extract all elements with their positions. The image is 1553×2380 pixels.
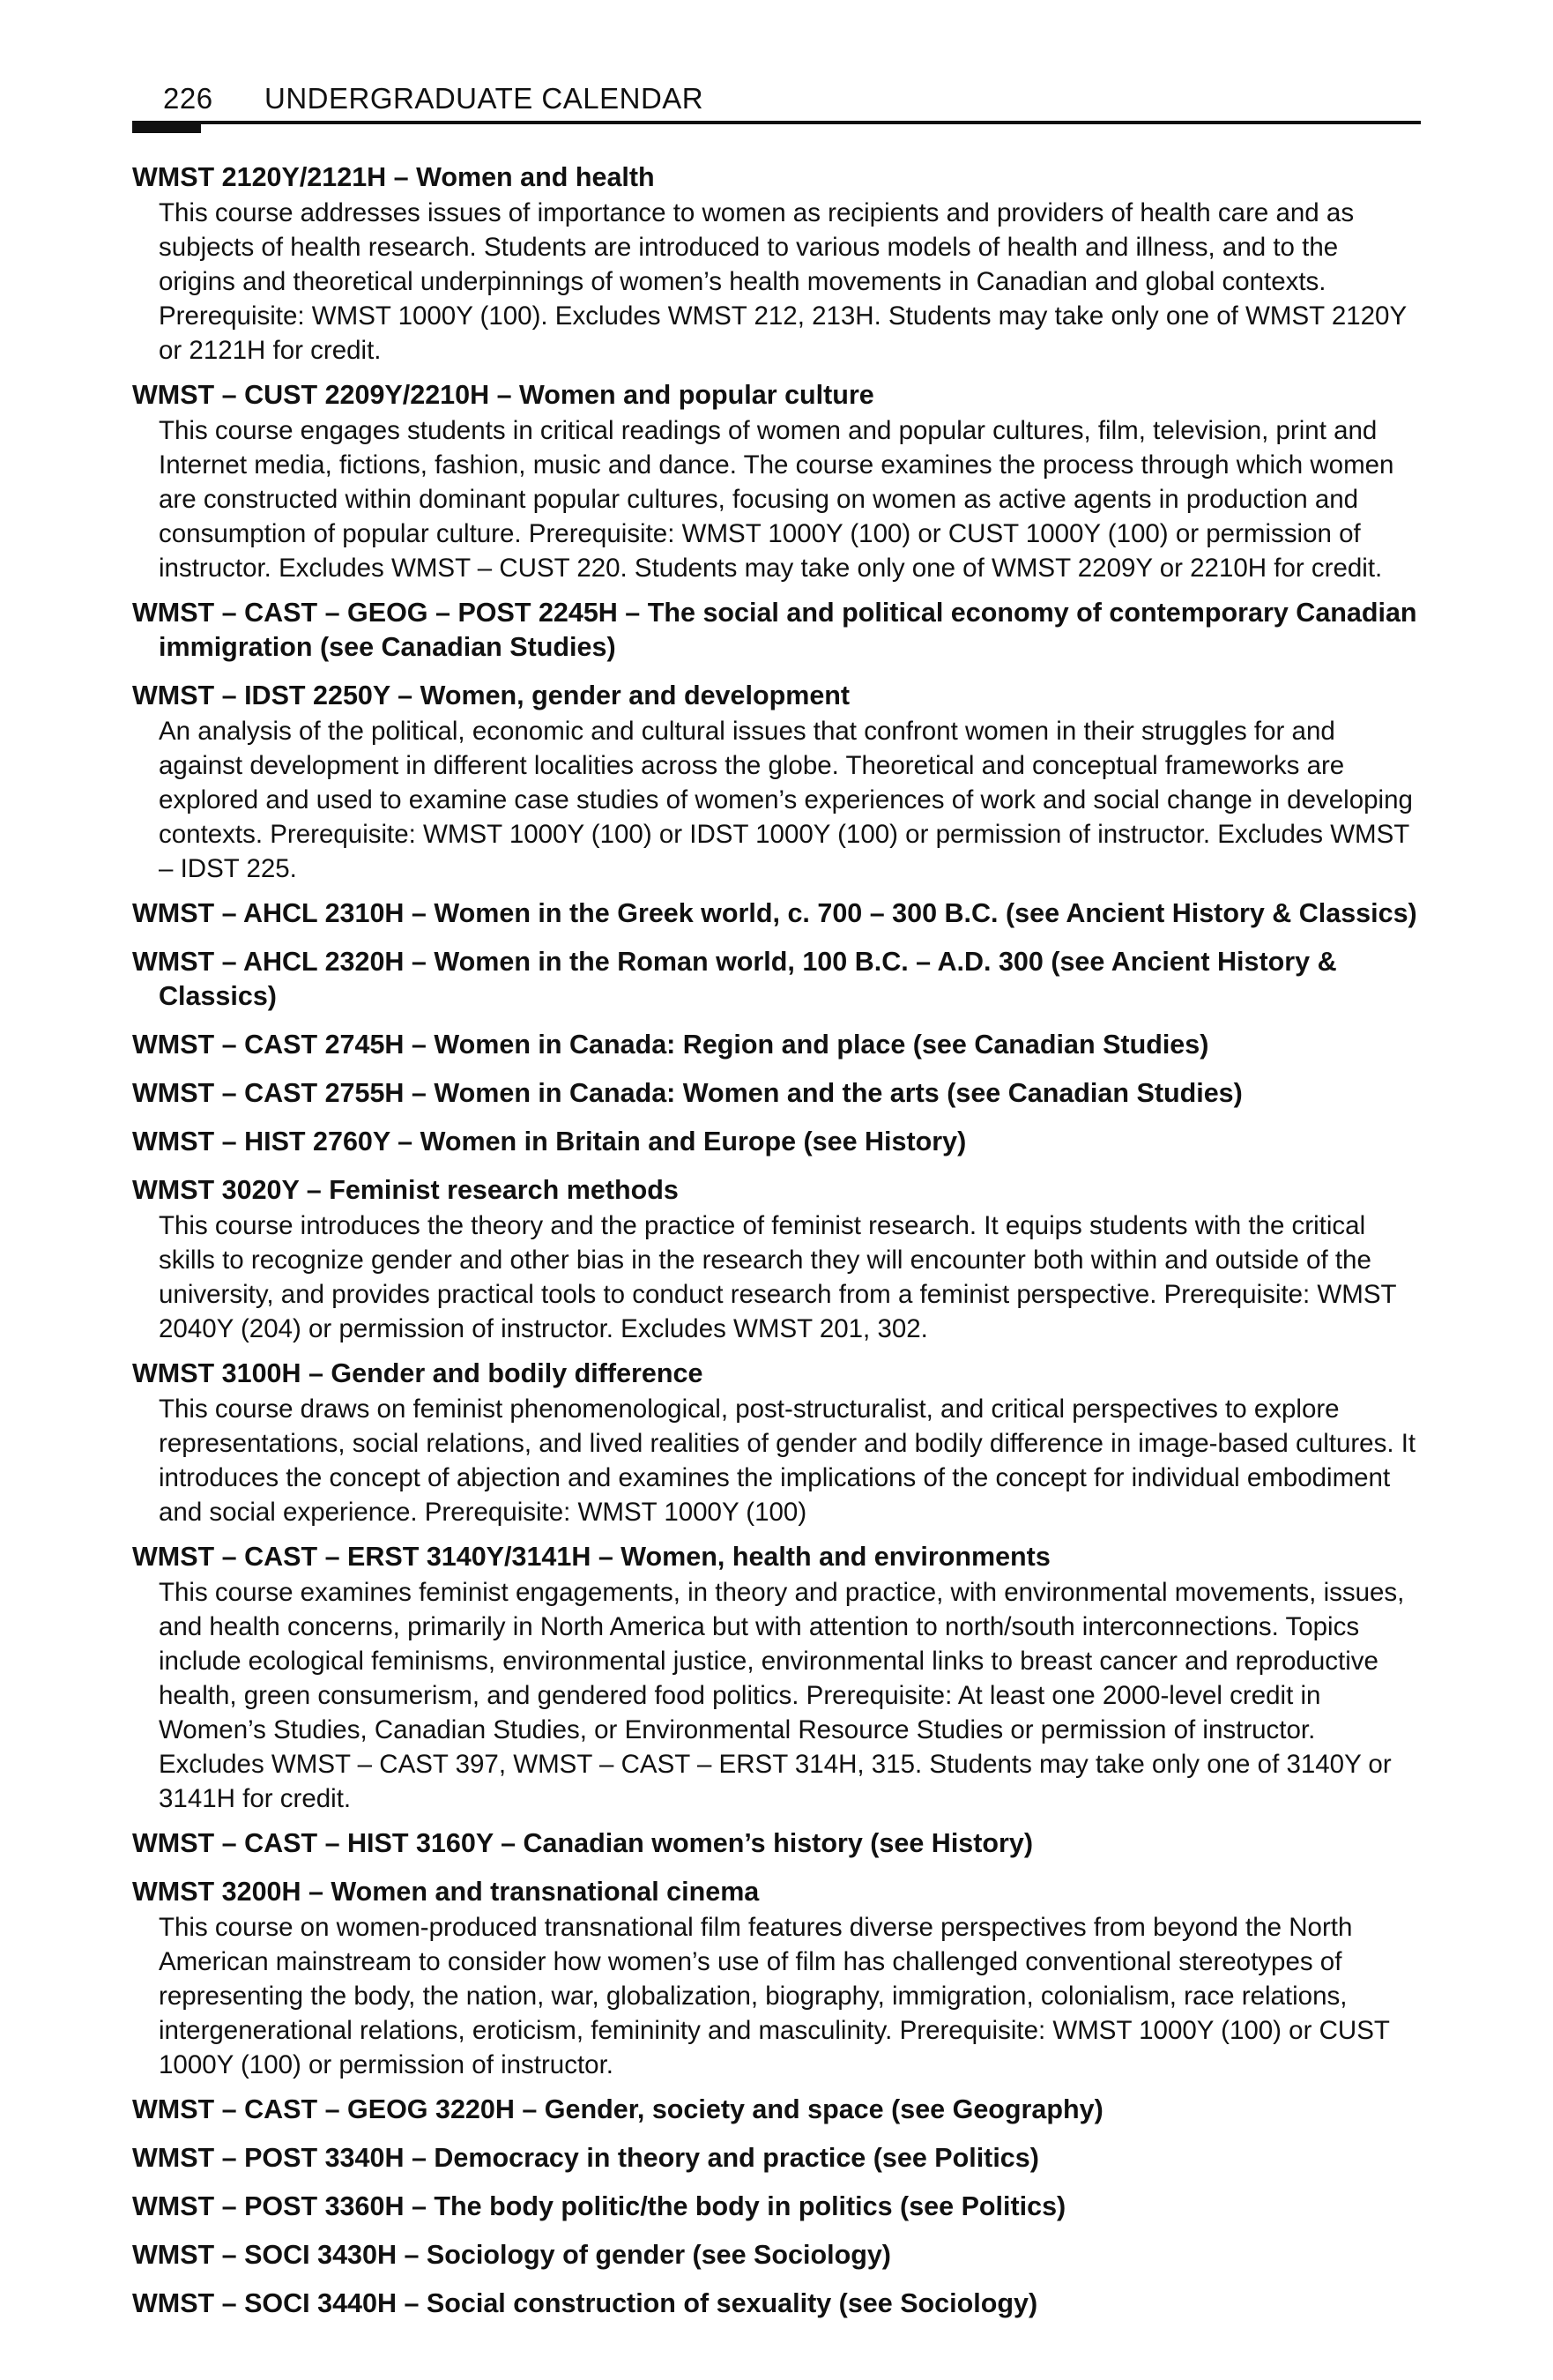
course-entry (132, 1173, 1419, 1346)
course-entry (132, 1357, 1419, 1529)
course-entry (132, 2093, 1419, 2127)
course-description: This course addresses issues of importance to women as recipients and providers of health care and as subjects of health research. Students are introduced to various models of health and illness, and to the origins and theoretical underpinnings of women’s health movements in Canadian and global contexts. Prerequisite: WMST 1000Y (100). Excludes WMST 212, 213H. Students may take only one of WMST 2120Y or 2121H for credit. (159, 198, 1407, 365)
header-rule (132, 121, 1421, 124)
course-entry (132, 1076, 1419, 1111)
page-number: 226 (163, 82, 213, 115)
course-title: WMST 2120Y/2121H – Women and health (132, 162, 655, 192)
course-title: WMST 3200H – Women and transnational cinema (132, 1877, 760, 1907)
course-entry (132, 1540, 1419, 1816)
running-title: UNDERGRADUATE CALENDAR (264, 82, 704, 115)
course-description: This course examines feminist engagements, in theory and practice, with environmental movements, issues, and health concerns, primarily in North America but with attention to north/south interconnections. Topics include ecological feminisms, environmental justice, environmental links to breast cancer and reproductive health, green consumerism, and gendered food politics. Prerequisite: At least one 2000-level credit in Women’s Studies, Canadian Studies, or Environmental Resource Studies or permission of instructor. Excludes WMST – CAST 397, WMST – CAST – ERST 314H, 315. Students may take only one of 3140Y or 3141H for credit. (159, 1578, 1405, 1813)
course-entry (132, 679, 1419, 886)
course-description: An analysis of the political, economic and cultural issues that confront women in their struggles for and against development in different localities across the globe. Theoretical and conceptual frameworks are explored and used to examine case studies of women’s experiences of work and social change in developing contexts. Prerequisite: WMST 1000Y (100) or IDST 1000Y (100) or permission of instructor. Excludes WMST – IDST 225. (159, 717, 1413, 883)
course-list (132, 160, 1419, 2335)
course-title: WMST – CAST – HIST 3160Y – Canadian women’s history (see History) (132, 1828, 1034, 1858)
course-entry (132, 1125, 1419, 1159)
course-title: WMST 3020Y – Feminist research methods (132, 1175, 679, 1205)
course-entry (132, 160, 1419, 368)
course-description: This course draws on feminist phenomenological, post-structuralist, and critical perspectives to explore representations, social relations, and lived realities of gender and bodily difference in image-based cultures. It introduces the concept of abjection and examines the implications of the concept for individual embodiment and social experience. Prerequisite: WMST 1000Y (100) (159, 1395, 1416, 1527)
course-entry (132, 1875, 1419, 2082)
course-title: WMST – AHCL 2310H – Women in the Greek world, c. 700 – 300 B.C. (see Ancient History & Classics) (132, 898, 1417, 928)
course-title: WMST – IDST 2250Y – Women, gender and development (132, 681, 851, 710)
course-title: WMST – CAST 2755H – Women in Canada: Women and the arts (see Canadian Studies) (132, 1078, 1243, 1108)
page-header (132, 81, 1421, 130)
course-title: WMST – AHCL 2320H – Women in the Roman world, 100 B.C. – A.D. 300 (see Ancient History & Classics) (132, 947, 1337, 1011)
course-title: WMST – POST 3340H – Democracy in theory and practice (see Politics) (132, 2143, 1039, 2173)
course-entry (132, 378, 1419, 585)
course-title: WMST – CAST – ERST 3140Y/3141H – Women, health and environments (132, 1542, 1051, 1572)
course-title: WMST – CAST – GEOG 3220H – Gender, society and space (see Geography) (132, 2094, 1103, 2124)
course-entry (132, 2141, 1419, 2175)
course-entry (132, 2190, 1419, 2224)
course-title: WMST – CAST – GEOG – POST 2245H – The social and political economy of contemporary Canadian immigration (see Canadian Studies) (132, 598, 1417, 662)
course-title: WMST 3100H – Gender and bodily difference (132, 1358, 703, 1388)
course-title: WMST – SOCI 3430H – Sociology of gender (see Sociology) (132, 2240, 891, 2270)
course-entry (132, 596, 1419, 665)
course-entry (132, 1826, 1419, 1861)
course-title: WMST – CAST 2745H – Women in Canada: Region and place (see Canadian Studies) (132, 1030, 1209, 1060)
course-description: This course on women-produced transnational film features diverse perspectives from beyond the North American mainstream to consider how women’s use of film has challenged conventional stereotypes of representing the body, the nation, war, globalization, biography, immigration, colonialism, race relations, intergenerational relations, eroticism, femininity and masculinity. Prerequisite: WMST 1000Y (100) or CUST 1000Y (100) or permission of instructor. (159, 1913, 1390, 2079)
course-description: This course introduces the theory and the practice of feminist research. It equips students with the critical skills to recognize gender and other bias in the research they will encounter both within and outside of the university, and provides practical tools to conduct research from a feminist perspective. Prerequisite: WMST 2040Y (204) or permission of instructor. Excludes WMST 201, 302. (159, 1211, 1397, 1343)
course-entry (132, 945, 1419, 1014)
course-entry (132, 896, 1419, 931)
course-title: WMST – HIST 2760Y – Women in Britain and Europe (see History) (132, 1127, 967, 1157)
course-entry (132, 2238, 1419, 2272)
course-title: WMST – SOCI 3440H – Social construction of sexuality (see Sociology) (132, 2288, 1038, 2318)
course-entry (132, 2287, 1419, 2321)
course-entry (132, 1028, 1419, 1062)
header-rule-tab (132, 121, 201, 133)
course-title: WMST – POST 3360H – The body politic/the body in politics (see Politics) (132, 2191, 1066, 2221)
course-description: This course engages students in critical readings of women and popular cultures, film, television, print and Internet media, fictions, fashion, music and dance. The course examines the process through which women are constructed within dominant popular cultures, focusing on women as active agents in production and consumption of popular culture. Prerequisite: WMST 1000Y (100) or CUST 1000Y (100) or permission of instructor. Excludes WMST – CUST 220. Students may take only one of WMST 2209Y or 2210H for credit. (159, 416, 1394, 583)
course-title: WMST – CUST 2209Y/2210H – Women and popular culture (132, 380, 874, 410)
